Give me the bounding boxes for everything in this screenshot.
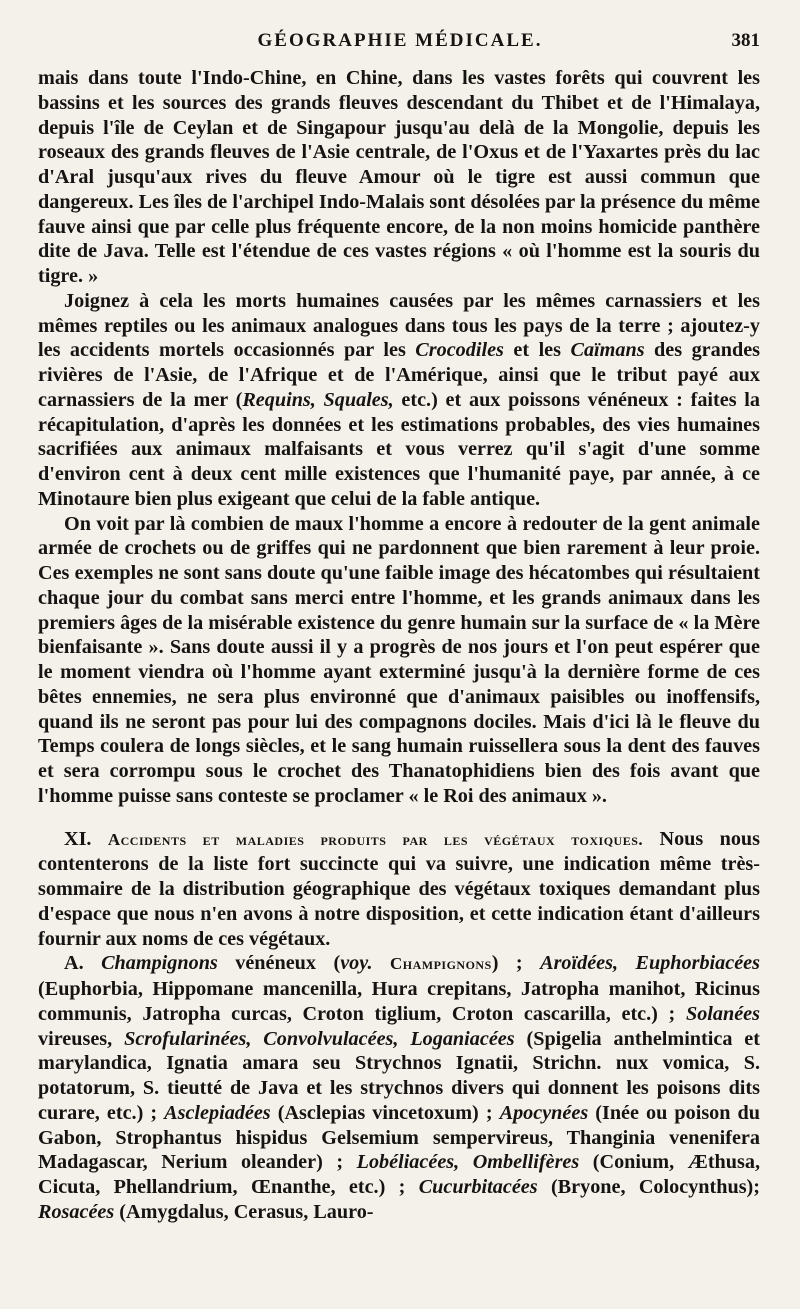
section-number: XI. bbox=[64, 827, 108, 850]
text-run: (Euphorbia, Hippomane mancenilla, Hura crepitans, Jatropha manihot, Ricinus communis, Jatropha curcas, Croton tiglium, Croton cascarilla, etc.) ; bbox=[38, 978, 760, 1025]
body-text bbox=[38, 66, 760, 1225]
text-run: (Bryone, Colocynthus); bbox=[537, 1176, 760, 1198]
text-run: ) ; bbox=[491, 952, 541, 975]
italic-term: Apocynées bbox=[499, 1101, 589, 1124]
italic-term: Lobéliacées, Ombellifères bbox=[356, 1151, 580, 1174]
text-run: (Conium, Æthusa, Cicuta, Phellandrium, Œnanthe, etc.) ; bbox=[38, 1151, 761, 1198]
italic-term: Requins, Squales, bbox=[242, 388, 394, 411]
italic-term: Champignons bbox=[101, 952, 218, 975]
text-run: On voit par là combien de maux l'homme a encore à redouter de la gent animale armée de crochets ou de griffes qui ne pardonnent que bien rarement à leur proie. Ces exemples ne sont sans doute qu'une faible image des hécatombes qui résultaient chaque jour du combat sans merci entre l'homme, et les grands animaux dans les premiers âges de la misérable existence du genre humain sur la surface de « la Mère bienfaisante ». Sans doute aussi il y a progrès de nos jours et l'on peut espérer que le moment viendra où l'homme ayant exterminé jusqu'à la dernière forme de ces bêtes ennemies, ne sera plus environné que d'animaux paisibles ou inoffensifs, quand ils ne seront pas pour lui des compagnons dociles. Mais d'ici là le fleuve du Temps coulera de longs siècles, et le sang humain ruissellera sous la dent des fauves et sera corrompu sous le crochet des Thanatophidiens bien des fois avant que l'homme puisse sans conteste se proclamer « le Roi des animaux ». bbox=[38, 512, 760, 807]
text-run: etc.) et aux poissons vénéneux : faites la récapitulation, d'après les données et les estimations probables, des vies humaines sacrifiées aux animaux malfaisants et vous verrez qu'il s'agit d'une somme d'environ cent à deux cent mille existences que l'humanité paye, par année, à ce Minotaure bien plus exigeant que celui de la fable antique. bbox=[38, 388, 761, 510]
text-run: mais dans toute l'Indo-Chine, en Chine, dans les vastes forêts qui couvrent les bassins et les sources des grands fleuves descendant du Thibet et de l'Himalaya, depuis l'île de Ceylan et de Singapour jusqu'au delà de la Mongolie, depuis les roseaux des grands fleuves de l'Asie centrale, de l'Oxus et de l'Yaxartes près du lac d'Aral jusqu'aux rives du fleuve Amour où le tigre est aussi commun que dangereux. Les îles de l'archipel Indo-Malais sont désolées par la présence du même fauve ainsi que par celle plus fréquente encore, de la non moins homicide panthère dite de Java. Telle est l'étendue de ces vastes régions « où l'homme est la souris du tigre. » bbox=[38, 67, 760, 287]
italic-term: Rosacées bbox=[38, 1200, 115, 1223]
cross-reference: Champignons bbox=[389, 954, 492, 974]
italic-term: Asclepiadées bbox=[164, 1101, 271, 1124]
section-heading: Accidents et maladies produits par les végétaux toxiques. bbox=[107, 829, 644, 849]
paragraph-toxic-plants-list bbox=[38, 951, 760, 1224]
paragraph-tiger-regions bbox=[38, 66, 760, 289]
text-run bbox=[373, 952, 390, 974]
italic-term: Caïmans bbox=[570, 339, 645, 362]
italic-term: Aroïdées, Euphorbiacées bbox=[540, 952, 761, 975]
text-run: des grandes rivières de l'Asie, de l'Afrique et de l'Amérique, ainsi que le tribut payé aux carnassiers de la mer ( bbox=[38, 339, 761, 411]
text-run: vénéneux ( bbox=[217, 952, 341, 975]
text-run: vireuses, bbox=[38, 1027, 125, 1050]
paragraph-human-deaths bbox=[38, 289, 760, 512]
italic-term: Scrofularinées, Convolvulacées, Loganiacées bbox=[124, 1027, 515, 1050]
page-number: 381 bbox=[731, 30, 760, 51]
page-header bbox=[38, 30, 762, 60]
text-run: et les bbox=[503, 339, 571, 362]
running-title: GÉOGRAPHIE MÉDICALE. bbox=[257, 30, 543, 51]
italic-term: voy. bbox=[340, 952, 373, 975]
italic-term: Cucurbitacées bbox=[418, 1176, 538, 1198]
italic-term: Crocodiles bbox=[415, 339, 504, 362]
section-xi-paragraph bbox=[38, 827, 760, 952]
text-run: (Inée ou poison du Gabon, Strophantus hispidus Gelsemium sempervireus, Thanginia venenifera Madagascar, Nerium oleander) ; bbox=[38, 1101, 761, 1174]
text-run: (Amygdalus, Cerasus, Lauro- bbox=[114, 1200, 374, 1223]
text-run: Joignez à cela les morts humaines causées par les mêmes carnassiers et les mêmes reptiles ou les animaux analogues dans tous les pays de la terre ; ajoutez-y les accidents mortels occasionnés par les bbox=[38, 289, 760, 362]
text-run: (Spigelia anthelmintica et marylandica, Ignatia amara seu Strychnos Ignatii, Strichn. nux vomica, S. potatorum, S. tieutté de Java et les strychnos divers qui donnent les poisons dits curare, etc.) ; bbox=[38, 1027, 760, 1124]
paragraph-animal-evils bbox=[38, 512, 760, 809]
text-run: (Asclepias vincetoxum) ; bbox=[270, 1101, 500, 1124]
text-run: A. bbox=[64, 952, 102, 975]
text-run: Nous nous contenterons de la liste fort succincte qui va suivre, une indication même très-sommaire de la distribution géographique des végétaux toxiques demandant plus d'espace que nous n'en avons à notre disposition, et cette indication étant d'ailleurs fournir aux noms de ces végétaux. bbox=[38, 827, 760, 950]
italic-term: Solanées bbox=[685, 1002, 760, 1025]
